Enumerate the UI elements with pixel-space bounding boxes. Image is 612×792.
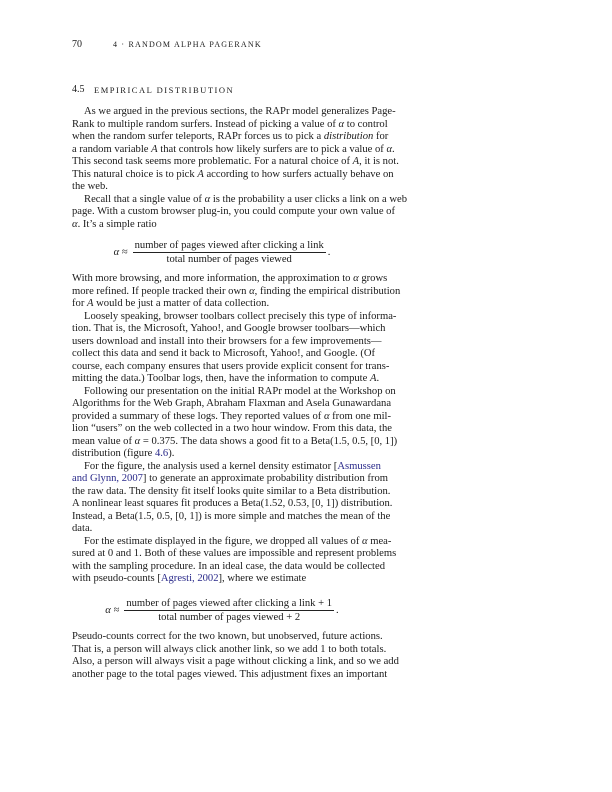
text-line (72, 548, 397, 561)
text-run: Algorithms for the Web Graph, Abraham Flaxman and Asela Gunawardana (72, 398, 392, 409)
text-run: tion. That is, the Microsoft, Yahoo!, and Google browser toolbars—which (72, 323, 386, 334)
text-run: is the probability a user clicks a link on a web (210, 193, 407, 205)
text-run: , finding the empirical distribution (254, 285, 401, 297)
text-run: mitting the data.) Toolbar logs, then, have the information to compute (72, 373, 370, 384)
text-line (72, 156, 399, 169)
text-run: ). (168, 448, 175, 459)
citation-link[interactable]: and Glynn, 2007 (72, 473, 143, 484)
italic-text: α (72, 218, 78, 230)
running-head: 4 · RANDOM ALPHA PAGERANK (113, 40, 262, 49)
text-run: As we argued in the previous sections, the RAPr model generalizes Page- (84, 106, 396, 117)
italic-text: distribution (323, 131, 374, 142)
equation-numerator: number of pages viewed after clicking a link (134, 239, 324, 251)
text-run: mean value of (72, 435, 135, 447)
text-run: For the estimate displayed in the figure, we dropped all values of (84, 535, 363, 547)
text-line (72, 435, 398, 449)
text-run: ], where we estimate (218, 573, 307, 584)
text-run: the raw data. The density fit itself looks quite similar to a Beta distribution. (72, 485, 391, 497)
text-run: This second task seems more problematic. For a natural choice of (72, 156, 353, 167)
text-run: the web. (72, 181, 108, 192)
equation-period: . (327, 246, 331, 258)
text-line (72, 310, 397, 324)
equation-fraction (124, 597, 334, 624)
text-run: = 0.375. The data shows a good fit to a Beta(1.5, 0.5, [0, 1]) (140, 435, 398, 447)
text-run: For the figure, the analysis used a kernel density estimator [ (84, 460, 338, 472)
italic-text: A (151, 143, 158, 155)
text-line (72, 523, 372, 536)
text-run: course, each company ensures that users provide explicit consent for trans- (72, 360, 390, 372)
text-line (72, 181, 372, 194)
text-line (72, 498, 393, 511)
text-run: A nonlinear least squares fit produces a Beta(1.52, 0.53, [0, 1]) distribution. (72, 498, 393, 509)
text-run: lion “users” on the web collected in a two hour window. From this data, the (72, 423, 392, 434)
text-run: With more browsing, and more information, the approximation to (72, 273, 354, 284)
text-line (72, 643, 387, 657)
text-line (72, 448, 372, 461)
text-line (72, 168, 394, 182)
equation-ratio (72, 237, 372, 267)
italic-text: α (338, 118, 345, 130)
text-run: . (392, 143, 395, 155)
text-run: distribution (figure (72, 448, 155, 459)
text-run: Also, a person will always visit a page without clicking a link, and so we add (72, 656, 399, 667)
text-line (72, 219, 372, 232)
text-line (72, 560, 385, 574)
italic-text: α (386, 143, 393, 155)
equation-numerator: number of pages viewed after clicking a link + 1 (126, 597, 333, 609)
equation-denominator: total number of pages viewed (166, 253, 292, 265)
text-run: Pseudo-counts correct for the two known, but unobserved, future actions. (72, 631, 383, 642)
text-line (72, 510, 391, 524)
text-line (72, 335, 382, 349)
text-run: provided a summary of these logs. They reported values of (72, 410, 324, 422)
italic-text: α (353, 273, 359, 284)
text-line (72, 298, 372, 311)
text-run: . It’s a simple ratio (77, 218, 157, 230)
text-run: with pseudo-counts [ (72, 573, 161, 584)
text-line (72, 106, 396, 119)
text-run: collect this data and send it back to Microsoft, Yahoo!, and Google. (Of (72, 348, 376, 359)
equation-denominator: total number of pages viewed + 2 (158, 611, 301, 623)
citation-link[interactable]: Asmussen (337, 460, 381, 472)
text-line (72, 373, 380, 386)
text-line (72, 385, 396, 399)
text-line (72, 656, 399, 669)
text-line (72, 131, 389, 144)
text-line (72, 360, 390, 374)
text-run: , it is not. (359, 156, 399, 167)
text-run: Following our presentation on the initial RAPr model at the Workshop on (84, 385, 396, 397)
text-line (72, 323, 386, 336)
equation-lhs: α ≈ (105, 604, 120, 616)
text-run: would be just a matter of data collection. (93, 298, 270, 309)
text-run: users download and install into their browsers for a few improvements— (72, 335, 382, 347)
text-run: That is, a person will always click another link, so we add 1 to both totals. (72, 643, 387, 655)
text-line (72, 485, 391, 499)
text-line (72, 535, 392, 549)
italic-text: α (323, 410, 330, 422)
citation-link[interactable]: Agresti, 2002 (160, 573, 219, 584)
equation-fraction (133, 239, 326, 266)
text-run: with the sampling procedure. In an ideal case, the data would be collected (72, 560, 385, 572)
equation-lhs: α ≈ (113, 246, 128, 258)
text-line (72, 398, 392, 411)
text-run: that controls how likely surfers are to pick a value of (157, 143, 387, 155)
text-run: grows (358, 273, 388, 284)
italic-text: α (362, 535, 368, 547)
text-line (72, 460, 381, 474)
text-run: when the random surfer teleports, RAPr forces us to pick a (72, 131, 324, 142)
text-run: ] to generate an approximate probability distribution from (142, 473, 388, 484)
body-text-block-2 (72, 273, 401, 586)
text-run: mea- (367, 535, 392, 547)
text-run: data. (72, 523, 93, 534)
text-line (72, 285, 401, 299)
text-line (72, 118, 388, 132)
page-number: 70 (72, 39, 82, 50)
text-line (72, 348, 376, 361)
equation-period: . (336, 604, 339, 616)
section-number: 4.5 (72, 84, 85, 95)
italic-text: α (249, 285, 255, 297)
text-run: page. With a custom browser plug-in, you could compute your own value of (72, 206, 396, 217)
body-text-block-1 (72, 106, 407, 231)
text-run: This natural choice is to pick (72, 168, 198, 180)
text-run: Rank to multiple random surfers. Instead of picking a value of (72, 118, 339, 130)
italic-text: α (204, 193, 211, 205)
text-line (72, 573, 372, 586)
text-line (72, 193, 407, 207)
body-text-block-3 (72, 631, 399, 681)
text-run: sured at 0 and 1. Both of these values are impossible and represent problems (72, 548, 397, 559)
italic-text: α (134, 435, 141, 447)
italic-text: A (369, 373, 377, 384)
section-title: EMPIRICAL DISTRIBUTION (94, 85, 235, 95)
italic-text: A (87, 298, 94, 309)
text-run: for (373, 131, 389, 142)
italic-text: A (197, 168, 204, 180)
text-line (72, 423, 392, 436)
italic-text: A (352, 156, 360, 167)
text-run: Recall that a single value of (84, 193, 205, 205)
text-run: for (72, 298, 88, 309)
text-line (72, 473, 388, 486)
text-line (72, 143, 395, 157)
text-run: . (376, 373, 380, 384)
text-line (72, 206, 396, 219)
text-line (72, 631, 383, 644)
text-line (72, 668, 388, 682)
text-run: from one mil- (329, 410, 391, 422)
text-line (72, 273, 388, 286)
text-run: Instead, a Beta(1.5, 0.5, [0, 1]) is more simple and matches the mean of the (72, 510, 391, 522)
text-run: to control (344, 118, 388, 130)
text-run: according to how surfers actually behave on (203, 168, 394, 180)
text-run: more refined. If people tracked their own (72, 285, 250, 297)
text-run: a random variable (72, 143, 152, 155)
text-run: another page to the total pages viewed. This adjustment fixes an important (72, 668, 388, 680)
citation-link[interactable]: 4.6 (154, 448, 169, 459)
text-run: Loosely speaking, browser toolbars collect precisely this type of informa- (84, 310, 397, 322)
equation-pseudo-count (72, 595, 372, 625)
text-line (72, 410, 391, 424)
